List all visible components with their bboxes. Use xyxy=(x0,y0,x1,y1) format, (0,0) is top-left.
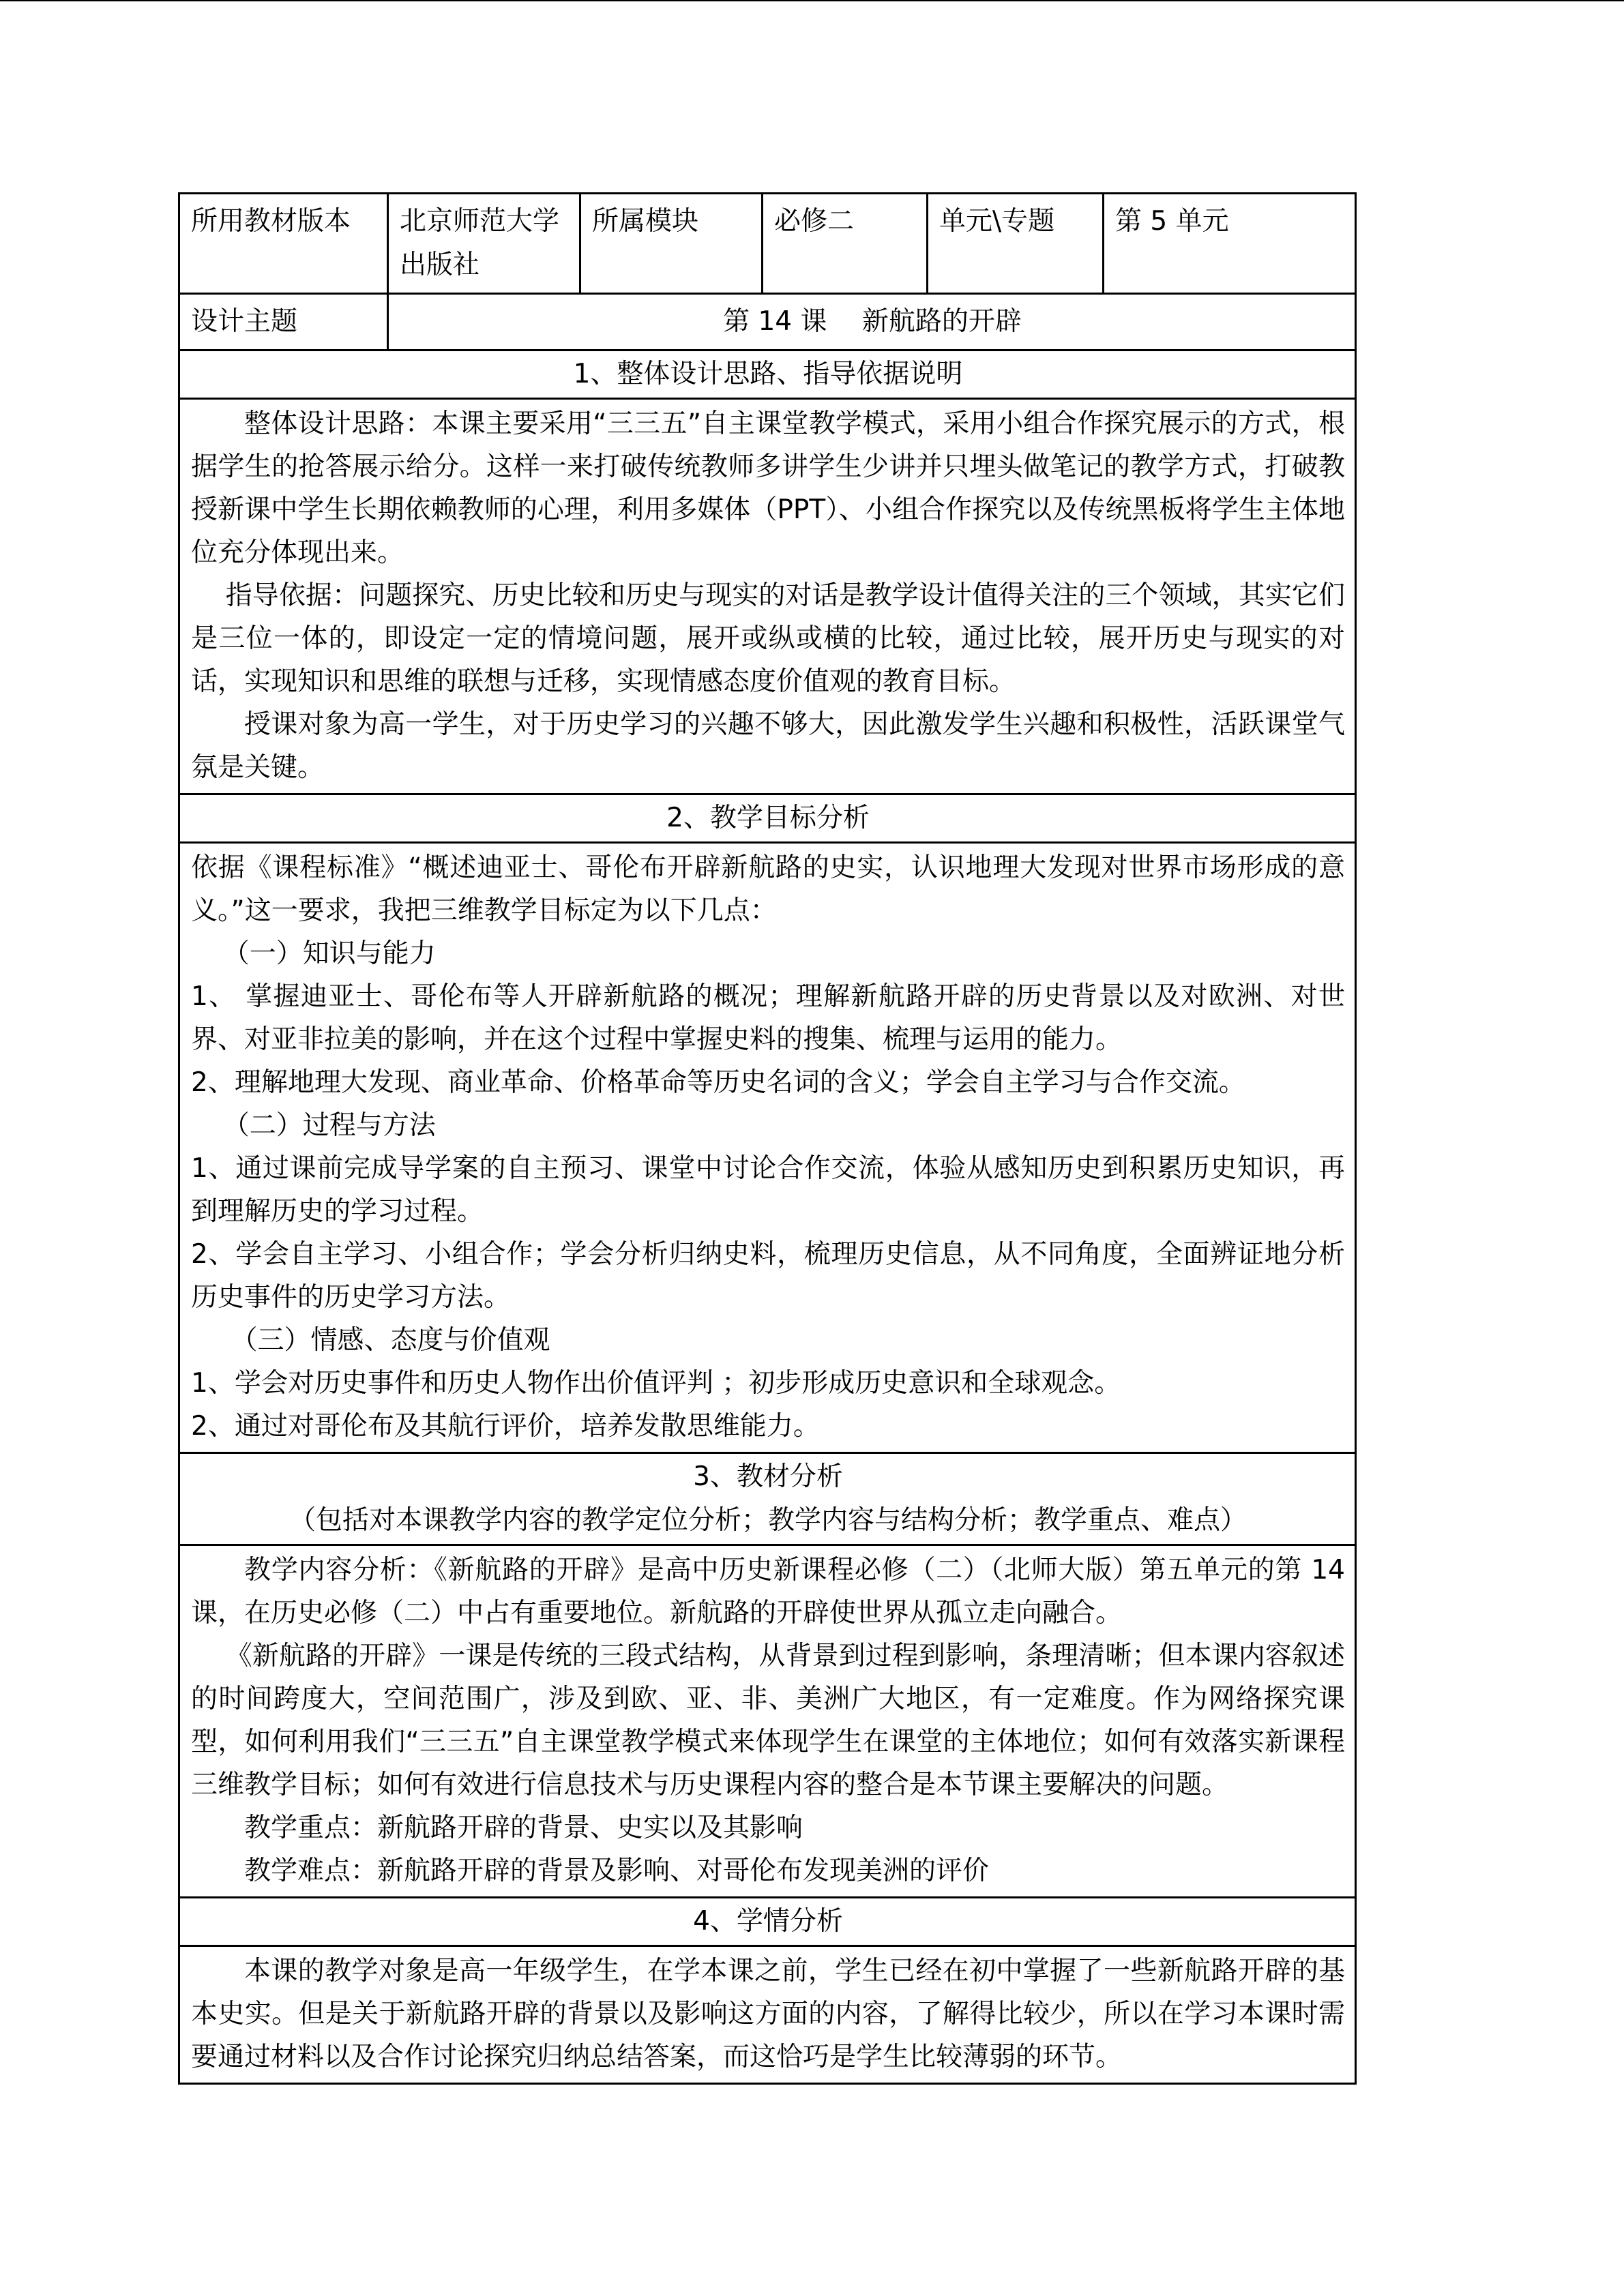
section-4-body-row xyxy=(179,1946,1356,2084)
objective-item: 1、 掌握迪亚士、哥伦布等人开辟新航路的概况；理解新航路开辟的历史背景以及对欧洲、对世界、对亚非拉美的影响，并在这个过程中掌握史料的搜集、梳理与运用的能力。 xyxy=(191,981,1345,1055)
module-value: 必修二 xyxy=(763,194,928,294)
objective-item: 1、通过课前完成导学案的自主预习、课堂中讨论合作交流，体验从感知历史到积累历史知识，再到理解历史的学习过程。 xyxy=(191,1153,1345,1227)
objective-item: 2、学会自主学习、小组合作；学会分析归纳史料，梳理历史信息，从不同角度，全面辨证地分析历史事件的历史学习方法。 xyxy=(191,1239,1345,1313)
section-4-header-row xyxy=(179,1898,1356,1946)
objective-item: 2、通过对哥伦布及其航行评价，培养发散思维能力。 xyxy=(191,1411,820,1442)
page-top-rule xyxy=(0,0,1624,1)
section-3-title: 3、教材分析 xyxy=(693,1461,843,1492)
structure-paragraph: 《新航路的开辟》一课是传统的三段式结构，从背景到过程到影响，条理清晰；但本课内容叙述的时间跨度大，空间范围广，涉及到欧、亚、非、美洲广大地区，有一定难度。作为网络探究课型，如何利用我们“三三五”自主课堂教学模式来体现学生在课堂的主体地位；如何有效落实新课程三维教学目标；如何有效进行信息技术与历史课程内容的整合是本节课主要解决的问题。 xyxy=(191,1641,1345,1800)
key-points-paragraph: 教学重点：新航路开辟的背景、史实以及其影响 xyxy=(244,1813,803,1843)
section-3-header-row xyxy=(179,1453,1356,1545)
section-3-body-row xyxy=(179,1545,1356,1898)
objective-item: 1、学会对历史事件和历史人物作出价值评判 ；初步形成历史意识和全球观念。 xyxy=(191,1368,1121,1399)
section-2-header-row xyxy=(179,794,1356,843)
theme-row xyxy=(179,294,1356,351)
learner-analysis-paragraph: 本课的教学对象是高一年级学生，在学本课之前，学生已经在初中掌握了一些新航路开辟的基本史实。但是关于新航路开辟的背景以及影响这方面的内容，了解得比较少，所以在学习本课时需要通过材料以及合作讨论探究归纳总结答案，而这恰巧是学生比较薄弱的环节。 xyxy=(191,1956,1345,2072)
section-1-body xyxy=(179,399,1356,794)
module-label: 所属模块 xyxy=(580,194,763,294)
difficult-points-paragraph: 教学难点：新航路开辟的背景及影响、对哥伦布发现美洲的评价 xyxy=(244,1855,990,1886)
header-row xyxy=(179,194,1356,294)
section-4-body xyxy=(179,1946,1356,2084)
lesson-plan-table xyxy=(178,192,1357,2085)
section-3-subtitle: （包括对本课教学内容的教学定位分析；教学内容与结构分析；教学重点、难点） xyxy=(289,1505,1247,1536)
section-2-body-row xyxy=(179,843,1356,1453)
section-4-title: 4、学情分析 xyxy=(179,1898,1356,1946)
section-1-body-row xyxy=(179,399,1356,794)
objectives-subheading-process: （二）过程与方法 xyxy=(222,1110,436,1141)
textbook-value: 北京师范大学出版社 xyxy=(388,194,580,294)
unit-label: 单元\专题 xyxy=(928,194,1104,294)
textbook-label: 所用教材版本 xyxy=(179,194,388,294)
content-analysis-paragraph: 教学内容分析：《新航路的开辟》是高中历史新课程必修（二）（北师大版）第五单元的第 14 课，在历史必修（二）中占有重要地位。新航路的开辟使世界从孤立走向融合。 xyxy=(191,1555,1345,1628)
unit-value: 第 5 单元 xyxy=(1104,194,1356,294)
section-2-body xyxy=(179,843,1356,1453)
section-1-header-row xyxy=(179,351,1356,399)
audience-paragraph: 授课对象为高一学生，对于历史学习的兴趣不够大，因此激发学生兴趣和积极性，活跃课堂气氛是关键。 xyxy=(191,709,1345,783)
design-idea-paragraph: 整体设计思路：本课主要采用“三三五”自主课堂教学模式，采用小组合作探究展示的方式，根据学生的抢答展示给分。这样一来打破传统教师多讲学生少讲并只埋头做笔记的教学方式，打破教授新课中学生长期依赖教师的心理，利用多媒体（PPT）、小组合作探究以及传统黑板将学生主体地位充分体现出来。 xyxy=(191,408,1345,568)
section-2-title: 2、教学目标分析 xyxy=(179,794,1356,843)
theme-value: 第 14 课 新航路的开辟 xyxy=(388,294,1356,351)
theme-label: 设计主题 xyxy=(179,294,388,351)
section-1-title: 1、整体设计思路、指导依据说明 xyxy=(179,351,1356,399)
objective-item: 2、理解地理大发现、商业革命、价格革命等历史名词的含义；学会自主学习与合作交流。 xyxy=(191,1067,1245,1098)
guidance-basis-paragraph: 指导依据：问题探究、历史比较和历史与现实的对话是教学设计值得关注的三个领域，其实它们是三位一体的，即设定一定的情境问题，展开或纵或横的比较，通过比较，展开历史与现实的对话，实现知识和思维的联想与迁移，实现情感态度价值观的教育目标。 xyxy=(191,580,1345,697)
objectives-subheading-knowledge: （一）知识与能力 xyxy=(222,938,436,969)
objectives-subheading-values: （三）情感、态度与价值观 xyxy=(231,1325,550,1356)
section-3-body xyxy=(179,1545,1356,1898)
section-3-header xyxy=(179,1453,1356,1545)
objectives-intro: 依据《课程标准》“概述迪亚士、哥伦布开辟新航路的史实，认识地理大发现对世界市场形成的意义。”这一要求，我把三维教学目标定为以下几点： xyxy=(191,852,1345,926)
